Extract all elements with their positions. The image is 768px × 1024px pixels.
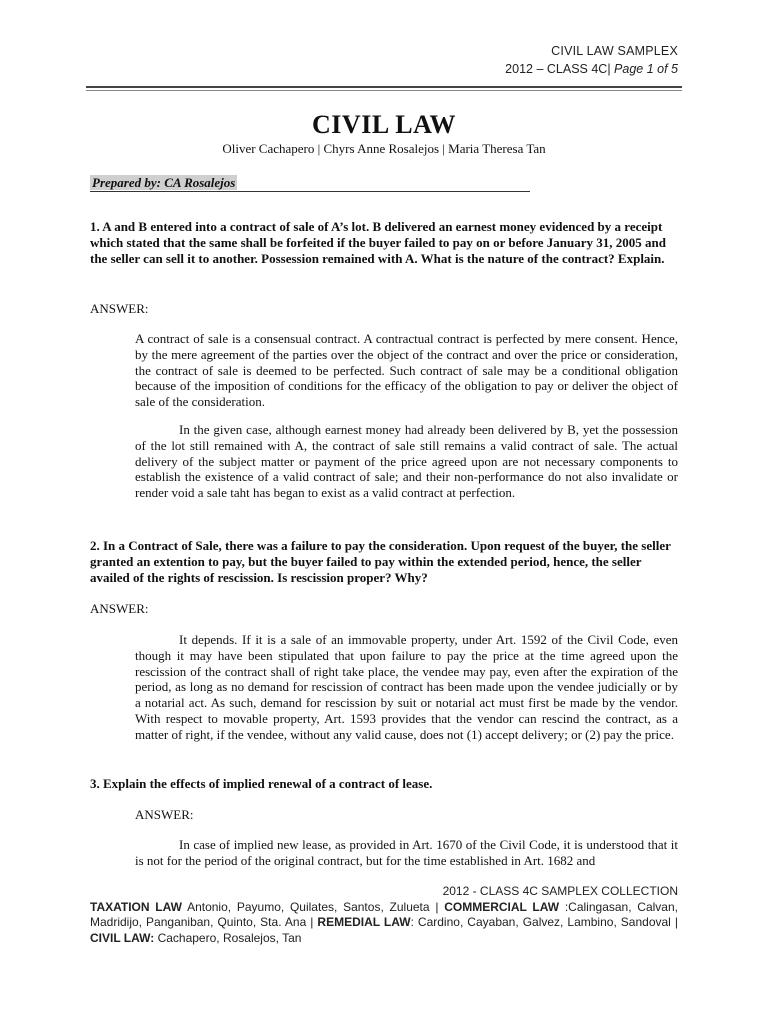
answer-label-1: ANSWER:	[90, 301, 149, 316]
page-footer	[90, 884, 678, 946]
answer-2	[135, 632, 678, 743]
footer-remedial-names: : Cardino, Cayaban, Galvez, Lambino, Sandoval |	[410, 915, 678, 929]
answer-3	[135, 837, 678, 869]
footer-commercial-label: COMMERCIAL LAW	[444, 899, 560, 914]
answer-1-paragraph-2: In the given case, although earnest money had already been delivered by B, yet the possession of the lot still remained with A, the contract of sale still remains a valid contract of sale. The actual delivery of the subject matter or payment of the price agreed upon are not necessary components to establish the existence of a valid contract of sale; and their non-performance do not also invalidate or render void a sale taht has began to exist as a valid contract at perfection.	[135, 421, 678, 501]
footer-civil-label: CIVIL LAW:	[90, 930, 155, 945]
running-header-page	[505, 62, 678, 76]
document-title: CIVIL LAW	[312, 110, 456, 139]
footer-commercial-names: :Calingasan, Calvan, Madridijo, Panganiban, Quinto, Sta. Ana |	[90, 899, 678, 929]
answer-1-paragraph-1: A contract of sale is a consensual contract. A contractual contract is perfected by mere consent. Hence, by the mere agreement of the parties over the object of the contract and over the price or consideration, the contract of sale is deemed to be perfected. Such contract of sale may be a conditional obligation because of the imposition of conditions for the efficacy of the obligation to pay or deliver the object of sale of the consideration.	[135, 331, 678, 410]
footer-civil-names: Cachapero, Rosalejos, Tan	[154, 930, 302, 945]
footer-contributors	[90, 900, 678, 947]
footer-collection-title: 2012 - CLASS 4C SAMPLEX COLLECTION	[442, 884, 678, 898]
answer-label-2: ANSWER:	[90, 601, 149, 616]
answer-3-paragraph-1: In case of implied new lease, as provided in Art. 1670 of the Civil Code, it is understood that it is not for the period of the original contract, but for the time established in Art. 1682 and	[135, 837, 678, 868]
question-3: 3. Explain the effects of implied renewal of a contract of lease.	[90, 776, 433, 791]
header-rule	[86, 86, 682, 91]
page-number: Page 1 of 5	[610, 62, 678, 76]
footer-taxation-label: TAXATION LAW	[90, 899, 182, 914]
authors-line: Oliver Cachapero | Chyrs Anne Rosalejos | Maria Theresa Tan	[222, 141, 546, 156]
answer-label-3: ANSWER:	[135, 807, 194, 822]
class-label: 2012 – CLASS 4C|	[505, 62, 611, 76]
question-1: 1. A and B entered into a contract of sale of A’s lot. B delivered an earnest money evidenced by a receipt which stated that the same shall be forfeited if the buyer failed to pay on or before January 31, 2005 and the seller can sell it to another. Possession remained with A. What is the nature of the contract? Explain.	[90, 219, 666, 266]
footer-taxation-names: Antonio, Payumo, Quilates, Santos, Zulueta |	[181, 899, 445, 914]
question-2: 2. In a Contract of Sale, there was a failure to pay the consideration. Upon request of the buyer, the seller granted an extention to pay, but the buyer failed to pay within the extended period, hence, the seller availed of the rights of rescission. Is rescission proper? Why?	[90, 538, 671, 585]
prepared-by-text: Prepared by: CA Rosalejos	[92, 175, 236, 190]
answer-2-paragraph-1: It depends. If it is a sale of an immovable property, under Art. 1592 of the Civil Code, even though it may have been stipulated that upon failure to pay the price at the time agreed upon the rescission of the contract shall of right take place, the vendee may pay, even after the expiration of the period, as long as no demand for rescission of contract has been made upon the vendee judicially or by a notarial act. As such, demand for rescission by suit or notarial act must first be made by the vendor. With respect to movable property, Art. 1593 provides that the vendor can rescind the contract, as a matter of right, if the vendee, without any valid cause, does not (1) accept delivery; or (2) pay the price.	[135, 632, 678, 742]
footer-remedial-label: REMEDIAL LAW	[317, 915, 411, 929]
running-header-title: CIVIL LAW SAMPLEX	[551, 44, 678, 58]
answer-1	[135, 331, 678, 501]
prepared-by-line	[90, 174, 530, 192]
